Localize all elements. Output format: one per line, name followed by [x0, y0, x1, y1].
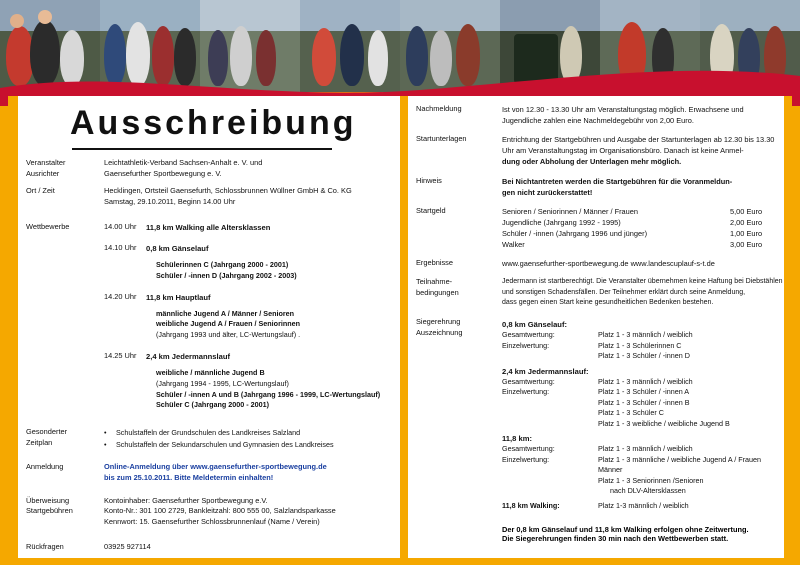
awards-value	[502, 317, 784, 511]
table-row: Gesamtwertung: Platz 1 - 3 männlich / weiblich	[502, 376, 693, 386]
fee-price: 2,00 Euro	[730, 217, 763, 227]
awards-label: Siegerehrung Auszeichnung	[416, 316, 463, 337]
organizer-value: Leichtathletik-Verband Sachsen-Anhalt e. V. und Gaensefurther Sportbewegung e. V.	[104, 158, 263, 178]
transfer-block	[26, 496, 406, 528]
place-time-block	[26, 186, 406, 207]
organizer-label: Veranstalter Ausrichter	[26, 158, 66, 178]
fee-name: Schüler / -innen (Jahrgang 1996 und jünger)	[502, 228, 648, 238]
title-underline	[72, 148, 332, 150]
registration-value: Online-Anmeldung über www.gaensefurther-sportbewegung.de bis zum 25.10.2011. Bitte Meldetermin einhalten!	[104, 462, 327, 482]
notice-block	[416, 176, 784, 198]
notice-label: Hinweis	[416, 175, 442, 185]
award-group	[502, 433, 784, 497]
results-label: Ergebnisse	[416, 258, 453, 268]
event-name: 2,4 km Jedermannslauf	[146, 351, 230, 361]
schedule-block	[26, 427, 406, 450]
competitions-list	[104, 222, 406, 421]
entry-fee-label: Startgeld	[416, 205, 446, 215]
late-registration-label: Nachmeldung	[416, 104, 462, 113]
fee-name: Walker	[502, 240, 525, 250]
competitions-block	[26, 222, 406, 421]
awards-block	[416, 317, 784, 511]
table-row: Gesamtwertung: Platz 1 - 3 männlich / weiblich	[502, 330, 693, 340]
content-card	[8, 96, 792, 558]
organizer-block	[26, 158, 406, 179]
right-column	[416, 104, 784, 543]
start-documents-label: Startunterlagen	[416, 134, 467, 144]
entry-fee-block	[416, 206, 784, 250]
list-item: • Schulstaffeln der Grundschulen des Landkreises Salzland	[104, 428, 301, 438]
award-group-title: 0,8 km Gänselauf:	[502, 319, 567, 329]
award-group	[502, 501, 784, 511]
registration-label: Anmeldung	[26, 462, 64, 472]
conditions-block	[416, 277, 784, 309]
table-row: Einzelwertung: Platz 1 - 3 Schüler / -innen A Platz 1 - 3 Schüler / -innen B Platz 1 - 3 Schüler C Platz 1 - 3 weibliche / weibliche Jugend B	[502, 387, 730, 428]
event-time: 14.10 Uhr	[104, 242, 137, 252]
award-group	[502, 366, 784, 430]
schedule-bullets	[104, 427, 406, 450]
event-name: 0,8 km Gänselauf	[146, 243, 209, 253]
transfer-label: Überweisung Startgebühren	[26, 495, 73, 516]
event-name: 11,8 km Hauptlauf	[146, 292, 211, 302]
event-detail: weibliche / männliche Jugend B (Jahrgang 1994 - 1995, LC-Wertungslauf) Schüler / -innen A und B (Jahrgang 1996 - 1999, LC-Wertungslauf) Schüler C (Jahrgang 2000 - 2001)	[156, 367, 381, 410]
start-documents-block	[416, 134, 784, 167]
table-row: Gesamtwertung: Platz 1 - 3 männlich / weiblich	[502, 444, 693, 454]
divider-right	[784, 96, 792, 558]
conditions-value: Jedermann ist startberechtigt. Die Veranstalter übernehmen keine Haftung bei Diebstählen und sonstigen Schadensfällen. Der Teilnehmer erklärt durch seine Anmeldung, dass gegen einen Start keine gesundheitlichen Bedenken bestehen.	[502, 278, 783, 307]
table-row: Einzelwertung: Platz 1 - 3 männliche / weibliche Jugend A / Frauen Männer Platz 1 - 3 Seniorinnen /Senioren nach DLV-Altersklassen	[502, 454, 762, 496]
fee-name: Jugendliche (Jahrgang 1992 - 1995)	[502, 217, 621, 227]
event-item	[104, 222, 406, 233]
award-group-title: 11,8 km Walking:	[502, 500, 560, 510]
event-item	[104, 351, 406, 411]
award-group-title: 11,8 km:	[502, 434, 532, 444]
divider-left	[8, 96, 18, 558]
event-time: 14.20 Uhr	[104, 291, 137, 301]
table-row: 11,8 km Walking: Platz 1-3 männlich / weiblich	[502, 500, 689, 510]
award-group	[502, 319, 784, 362]
transfer-value: Kontoinhaber: Gaensefurther Sportbewegung e.V. Konto-Nr.: 301 100 2729, Bankleitzahl: 800 555 00, Salzlandsparkasse Kennwort: 15. Gaensefurther Schlossbrunnenlauf (Name / Verein)	[104, 495, 336, 527]
fee-price: 3,00 Euro	[730, 240, 763, 250]
fee-price: 1,00 Euro	[730, 228, 763, 238]
table-row	[502, 228, 784, 239]
event-time: 14.00 Uhr	[104, 221, 137, 231]
schedule-label: Gesonderter Zeitplan	[26, 427, 68, 447]
event-item	[104, 292, 406, 341]
event-name: 11,8 km Walking alle Altersklassen	[146, 222, 271, 232]
results-value[interactable]: www.gaensefurther-sportbewegung.de www.landescuplauf-s-t.de	[502, 259, 715, 269]
bullet-icon: •	[104, 428, 107, 438]
results-block	[416, 258, 784, 269]
awards-footer: Der 0,8 km Gänselauf und 11,8 km Walking erfolgen ohne Zeitwertung. Die Siegerehrungen finden 30 min nach den Wettbewerben statt.	[502, 525, 749, 544]
enquiries-label: Rückfragen	[26, 541, 64, 551]
late-registration-value: Ist von 12.30 - 13.30 Uhr am Veranstaltungstag möglich. Erwachsene und Jugendliche zahlen eine Nachmeldegebühr von 2,00 Euro.	[502, 105, 744, 126]
list-item: • Schulstaffeln der Sekundarschulen und Gymnasien des Landkreises	[104, 439, 334, 449]
start-documents-value: Entrichtung der Startgebühren und Ausgabe der Startunterlagen ab 12.30 bis 13.30 Uhr am Veranstaltungstag im Organisationsbüro. Danach ist keine Anmel- dung oder Abholung der Unterlagen mehr möglich.	[502, 135, 775, 167]
table-row	[502, 206, 784, 217]
conditions-label: Teilnahme- bedingungen	[416, 277, 459, 298]
place-time-value: Hecklingen, Ortsteil Gaensefurth, Schlossbrunnen Wüllner GmbH & Co. KG Samstag, 29.10.2011, Beginn 14.00 Uhr	[104, 186, 352, 207]
entry-fee-table	[502, 206, 784, 250]
enquiries-value: 03925 927114	[104, 541, 151, 551]
event-time: 14.25 Uhr	[104, 350, 137, 360]
left-column	[26, 158, 406, 560]
table-row	[502, 217, 784, 228]
event-detail: Schülerinnen C (Jahrgang 2000 - 2001) Schüler / -innen D (Jahrgang 2002 - 2003)	[156, 259, 297, 280]
fee-price: 5,00 Euro	[730, 206, 763, 216]
enquiries-block	[26, 542, 406, 553]
late-registration-block	[416, 104, 784, 126]
competitions-label: Wettbewerbe	[26, 221, 70, 231]
notice-value: Bei Nichtantreten werden die Startgebühren für die Voranmeldun- gen nicht zurückerstattet!	[502, 176, 733, 197]
event-item	[104, 243, 406, 282]
place-time-label: Ort / Zeit	[26, 186, 55, 196]
fee-name: Senioren / Seniorinnen / Männer / Frauen	[502, 206, 638, 216]
bullet-icon: •	[104, 439, 107, 449]
table-row	[502, 239, 784, 250]
award-group-title: 2,4 km Jedermannslauf:	[502, 366, 589, 376]
table-row: Einzelwertung: Platz 1 - 3 Schülerinnen C Platz 1 - 3 Schüler / -innen D	[502, 340, 690, 361]
registration-block	[26, 462, 406, 483]
event-detail: männliche Jugend A / Männer / Senioren weibliche Jugend A / Frauen / Seniorinnen (Jahrgang 1993 und älter, LC-Wertungslauf) .	[156, 308, 301, 340]
page-title: Ausschreibung	[70, 104, 357, 142]
